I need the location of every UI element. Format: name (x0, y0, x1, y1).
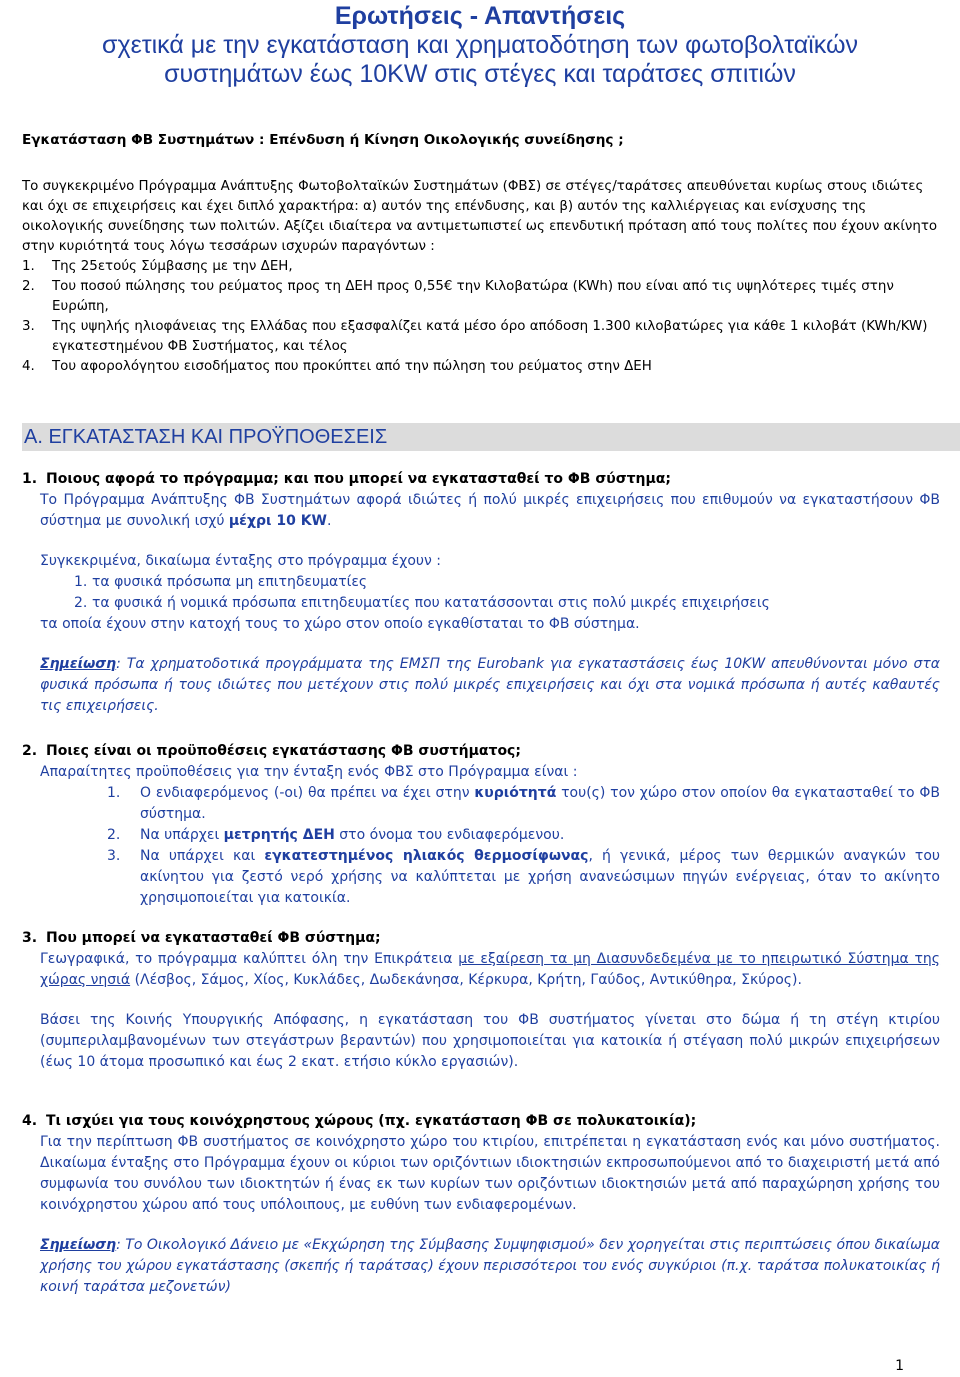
question-2-item-3 (22, 846, 940, 909)
intro-item-4-number: 4. (22, 359, 35, 374)
q4-note-text: : Το Οικολογικό Δάνειο με «Εκχώρηση της Σύμβασης Συμψηφισμού» δεν χορηγείται στις περιπτώσεις όπου δικαίωμα χρήσης του χώρου εγκατάστασης (σκεπής ή ταράτσας) έχουν περισσότεροι του ενός συγκύριοι (π.χ. ταράτσα πολυκατοικίας ή κοινή ταράτσα μεζονετών) (40, 1237, 940, 1295)
question-1-paragraph-1 (22, 490, 940, 532)
question-2-heading-text: Ποιες είναι οι προϋποθέσεις εγκατάστασης ΦΒ συστήματος; (46, 743, 521, 759)
intro-heading-text: Εγκατάσταση ΦΒ Συστημάτων : Επένδυση ή Κίνηση Οικολογικής συνείδησης ; (22, 132, 624, 148)
question-1-heading-text: Ποιους αφορά το πρόγραμμα; και που μπορεί να εγκατασταθεί το ΦΒ σύστημα; (46, 471, 672, 487)
q2-item-1-number: 1. (107, 785, 121, 801)
question-2-item-1 (22, 783, 940, 825)
q2-item-3-number: 3. (107, 848, 121, 864)
q1-p1-end: . (327, 513, 332, 529)
title-line-3: συστημάτων έως 10KW στις στέγες και ταράτσες σπιτιών (164, 60, 796, 88)
question-4-heading (22, 1111, 940, 1132)
question-2-item-2 (22, 825, 940, 846)
q1-item-2-text: τα φυσικά ή νομικά πρόσωπα επιτηδευματίες που κατατάσσονται στις πολύ μικρές επιχειρήσεις (92, 595, 770, 611)
q3-p1-end: (Λέσβος, Σάμος, Χίος, Κυκλάδες, Δωδεκάνησα, Κέρκυρα, Κρήτη, Γαύδος, Αντικύθηρα, Σκύρος). (130, 972, 802, 988)
q2-item-3-end: , ή γενικά, μέρος των θερμικών αναγκών του ακίνητου για ζεστό νερό χρήσης να καλύπτεται με χρήση ανανεώσιμων πηγών ενέργειας, όταν το ακίνητο χρησιμοποιείται για κατοικία. (140, 848, 940, 906)
question-3-paragraph-1 (22, 949, 940, 991)
q2-item-2-emphasis: μετρητής ΔΕΗ (223, 827, 335, 843)
q2-item-1-text: Ο ενδιαφερόμενος (-οι) θα πρέπει να έχει στην (140, 785, 475, 801)
question-1-heading (22, 469, 940, 490)
intro-item-4 (22, 357, 940, 377)
question-3-paragraph-2: Βάσει της Κοινής Υπουργικής Απόφασης, η εγκατάσταση του ΦΒ συστήματος γίνεται στο δώμα ή τη στέγη κτιρίου (συμπεριλαμβανομένων των στεγάστρων βεραντών) που χρησιμοποιείται για κατοικία ή στέγαση πολύ μικρών επιχειρήσεων (έως 10 άτομα προσωπικό και έως 2 εκατ. ετήσιο κύκλο εργασιών). (40, 1012, 940, 1070)
page-number: 1 (895, 1358, 904, 1374)
title-line-1: Ερωτήσεις - Απαντήσεις (334, 2, 626, 30)
question-3-number: 3. (22, 930, 38, 946)
question-4-paragraph-1: Για την περίπτωση ΦΒ συστήματος σε κοινόχρηστο χώρο του κτιρίου, επιτρέπεται η εγκατάσταση ενός και μόνο συστήματος. Δικαίωμα ένταξης στο Πρόγραμμα έχουν οι κύριοι των οριζόντιων ιδιοκτησιών εκπροσωπούμενοι από το διαχειριστή μετά από συμφωνία του συνόλου των ιδιοκτητών ή ένας εκ των κυρίων των οριζόντιων ιδιοκτησιών μετά από παραχώρηση χρήσης του κοινόχρηστου χώρου από τους υπόλοιπους, με ευθύνη των ενδιαφερομένων. (40, 1134, 940, 1213)
question-4-heading-end: ; (690, 1113, 697, 1129)
section-a-heading: Α. ΕΓΚΑΤΑΣΤΑΣΗ ΚΑΙ ΠΡΟΫΠΟΘΕΣΕΙΣ (22, 423, 960, 451)
intro-item-1-text: Της 25ετούς Σύμβασης με την ΔΕΗ, (52, 259, 293, 274)
intro-item-4-text: Του αφορολόγητου εισοδήματος που προκύπτει από την πώληση του ρεύματος στην ΔΕΗ (52, 359, 652, 374)
q1-item-1-number: 1. (74, 574, 88, 590)
q3-p1-underlined: με εξαίρεση τα μη Διασυνδεδεμένα με το ηπειρωτικό Σύστημα της χώρας νησιά (40, 951, 941, 988)
intro-item-2-text: Του ποσού πώλησης του ρεύματος προς τη ΔΕΗ προς 0,55€ την Κιλοβατώρα (KWh) που είναι από τις υψηλότερες τιμές στην Ευρώπη, (52, 279, 894, 314)
q1-item-2-number: 2. (74, 595, 88, 611)
q2-item-2-number: 2. (107, 827, 121, 843)
intro-item-2-number: 2. (22, 279, 35, 294)
q1-item-1-text: τα φυσικά πρόσωπα μη επιτηδευματίες (92, 574, 368, 590)
question-1-number: 1. (22, 471, 38, 487)
intro-item-3-number: 3. (22, 319, 35, 334)
q1-p1-emphasis: μέχρι 10 KW (228, 513, 327, 529)
q4-note-label: Σημείωση (40, 1237, 117, 1253)
question-1-paragraph-2: Συγκεκριμένα, δικαίωμα ένταξης στο πρόγραμμα έχουν : (40, 553, 441, 569)
question-4-note (22, 1235, 940, 1298)
intro-item-1-number: 1. (22, 259, 35, 274)
intro-item-2 (22, 277, 940, 317)
intro-item-1 (22, 257, 940, 277)
intro-section (22, 177, 940, 377)
q2-item-2-end: στο όνομα του ενδιαφερόμενου. (334, 827, 565, 843)
question-1 (22, 469, 940, 717)
q2-item-1-end: του(ς) τον χώρο στον οποίον θα εγκατασταθεί το ΦΒ σύστημα. (140, 785, 940, 822)
question-3-heading-text: Που μπορεί να εγκατασταθεί ΦΒ σύστημα; (46, 930, 381, 946)
intro-item-3-text: Της υψηλής ηλιοφάνειας της Ελλάδας που εξασφαλίζει κατά μέσο όρο απόδοση 1.300 κιλοβατώρες για κάθε 1 κιλοβάτ (KWh/KW) εγκατεστημένου ΦΒ Συστήματος, και τέλος (52, 319, 928, 354)
intro-paragraph: Το συγκεκριμένο Πρόγραμμα Ανάπτυξης Φωτοβολταϊκών Συστημάτων (ΦΒΣ) σε στέγες/ταράτσες απευθύνεται κυρίως στους ιδιώτες και όχι σε επιχειρήσεις και έχει διπλό χαρακτήρα: α) αυτόν της επένδυσης, και β) αυτόν της καλλιέργειας και ενίσχυσης της οικολογικής συνείδησης των πολιτών. Αξίζει ιδιαίτερα να αντιμετωπιστεί ως επενδυτική πρόταση από τους πολίτες που έχουν ακίνητο στην κυριότητά τους λόγω τεσσάρων ισχυρών παραγόντων : (22, 179, 938, 254)
question-2 (22, 741, 940, 909)
q1-note-label: Σημείωση (40, 656, 117, 672)
intro-item-3 (22, 317, 940, 357)
question-1-item-1 (22, 572, 940, 593)
question-3 (22, 928, 940, 1073)
q1-note-text: : Τα χρηματοδοτικά προγράμματα της ΕΜΣΠ της Eurobank για εγκαταστάσεις έως 10KW απευθύνονται μόνο στα φυσικά πρόσωπα ή τους ιδιώτες που μετέχουν στις πολύ μικρές επιχειρήσεις και όχι στα νομικά πρόσωπα ή αυτές καθαυτές τις επιχειρήσεις. (40, 656, 940, 714)
document-title (0, 2, 960, 89)
title-line-2: σχετικά με την εγκατάσταση και χρηματοδότηση των φωτοβολταϊκών (102, 31, 858, 59)
question-2-heading (22, 741, 940, 762)
q2-item-3-emphasis: εγκατεστημένος ηλιακός θερμοσίφωνας (264, 848, 589, 864)
question-1-item-2 (22, 593, 940, 614)
question-1-paragraph-3: τα οποία έχουν στην κατοχή τους το χώρο στον οποίο εγκαθίσταται το ΦΒ σύστημα. (40, 616, 640, 632)
question-3-heading (22, 928, 940, 949)
q3-p1-text: Γεωγραφικά, το πρόγραμμα καλύπτει όλη την Επικράτεια (40, 951, 459, 967)
q1-p1-text: Το Πρόγραμμα Ανάπτυξης ΦΒ Συστημάτων αφορά ιδιώτες ή πολύ μικρές επιχειρήσεις που επιθυμούν να εγκαταστήσουν ΦΒ σύστημα με συνολική ισχύ (40, 492, 940, 529)
question-1-note (22, 654, 940, 717)
question-2-number: 2. (22, 743, 38, 759)
intro-heading (22, 130, 940, 150)
question-2-intro: Απαραίτητες προϋποθέσεις για την ένταξη ενός ΦΒΣ στο Πρόγραμμα είναι : (40, 764, 578, 780)
question-4 (22, 1111, 940, 1298)
q2-item-1-emphasis: κυριότητά (474, 785, 557, 801)
question-4-heading-text: Τι ισχύει για τους κοινόχρηστους χώρους (πχ. εγκατάσταση ΦΒ σε πολυκατοικία) (46, 1113, 691, 1129)
q2-item-3-text: Να υπάρχει και (140, 848, 265, 864)
question-4-number: 4. (22, 1113, 38, 1129)
q2-item-2-text: Να υπάρχει (140, 827, 224, 843)
